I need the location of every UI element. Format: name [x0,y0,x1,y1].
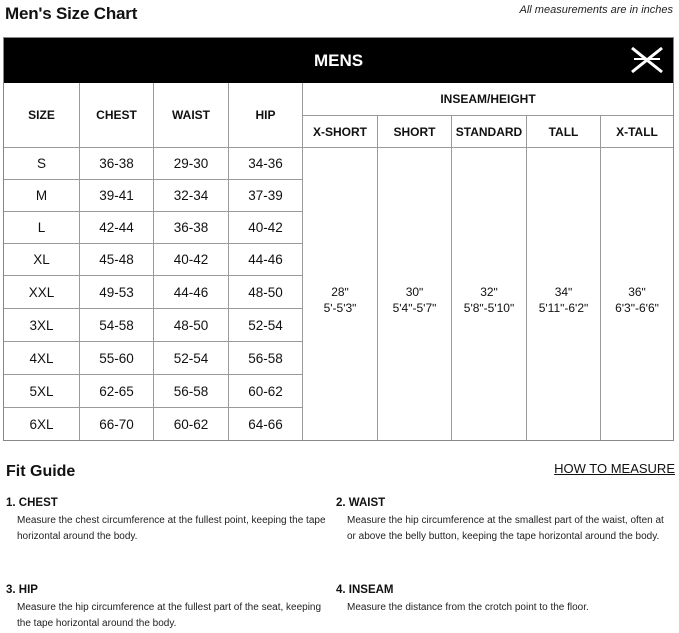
header-chest: CHEST [96,108,137,122]
waist-cell: 60-62 [173,416,209,432]
guide-heading: 4. INSEAM [336,584,394,596]
waist-cell: 44-46 [173,284,209,300]
guide-chest [6,497,336,545]
header-inseam-height: INSEAM/HEIGHT [440,92,536,106]
guide-heading: 1. CHEST [6,497,58,509]
guide-heading: 2. WAIST [336,497,386,509]
hip-cell: 56-58 [248,350,283,366]
chest-cell: 36-38 [99,156,134,171]
size-cell: 3XL [29,317,54,333]
size-cell: S [36,156,46,171]
page-title: Men's Size Chart [5,4,138,23]
size-cell: XXL [28,284,55,300]
waist-cell: 52-54 [173,350,209,366]
inseam-value: 32ʺ [480,285,498,299]
hip-cell: 44-46 [248,252,283,267]
size-chart-table [3,37,674,441]
hip-cell: 60-62 [248,383,283,399]
chest-cell: 55-60 [99,350,134,366]
hip-cell: 64-66 [248,416,283,432]
inseam-short [378,160,451,440]
header-waist: WAIST [172,108,210,122]
units-note: All measurements are in inches [519,4,673,16]
hip-cell: 37-39 [248,188,283,203]
chest-cell: 49-53 [99,284,134,300]
waist-cell: 40-42 [173,252,209,267]
header-x-short: X-SHORT [313,124,367,139]
chest-cell: 39-41 [99,188,134,203]
hip-cell: 52-54 [248,317,283,333]
hip-cell: 40-42 [248,220,283,235]
fit-guide-title: Fit Guide [6,463,76,480]
waist-cell: 36-38 [173,220,209,235]
chart-banner [4,38,673,83]
size-cell: M [35,188,48,203]
inseam-value: 34ʺ [554,285,573,299]
guide-hip [6,584,336,632]
chest-cell: 45-48 [99,252,134,267]
header-x-tall: X-TALL [616,124,658,139]
size-cell: 4XL [29,350,54,366]
inseam-x-short [303,160,377,440]
size-cell: 6XL [29,416,54,432]
header-standard: STANDARD [455,124,523,139]
guide-text: Measure the distance from the crotch point to the floor. [347,602,589,613]
guide-text: Measure the chest circumference at the fullest point, keeping the tape horizontal around the body. [17,515,326,542]
header-tall: TALL [548,124,579,139]
size-cell: L [37,220,46,235]
inseam-value: 36ʺ [628,285,646,299]
height-range: 5ʹ8ʺ-5ʹ10ʺ [463,301,515,315]
chest-cell: 54-58 [99,317,134,333]
guide-heading: 3. HIP [6,584,38,596]
how-to-measure-link[interactable]: HOW TO MEASURE [554,461,675,476]
height-range: 5ʹ4ʺ-5ʹ7ʺ [392,301,437,315]
chest-cell: 42-44 [99,220,134,235]
x-brand-logo-icon [631,46,663,74]
hip-cell: 34-36 [248,156,283,171]
guide-waist [336,497,666,545]
guide-inseam [336,584,666,616]
waist-cell: 56-58 [173,383,209,399]
banner-title: MENS [313,51,364,70]
waist-cell: 48-50 [173,317,209,333]
inseam-value: 28ʺ [331,285,349,299]
hip-cell: 48-50 [248,284,283,300]
chest-cell: 66-70 [99,416,134,432]
height-range: 6ʹ3ʺ-6ʹ6ʺ [615,301,659,315]
inseam-x-tall [601,160,673,440]
inseam-value: 30ʺ [405,285,424,299]
size-cell: 5XL [29,383,54,399]
chest-cell: 62-65 [99,383,134,399]
guide-text: Measure the hip circumference at the fullest part of the seat, keeping the tape horizontal around the body. [17,602,322,629]
size-cell: XL [33,252,50,267]
header-short: SHORT [393,124,436,139]
header-size: SIZE [28,108,55,122]
guide-text: Measure the hip circumference at the smallest part of the waist, often at or above the belly button, keeping the tape horizontal around the body. [347,515,664,542]
inseam-standard [452,160,526,440]
height-range: 5ʹ-5ʹ3ʺ [323,301,357,315]
inseam-tall [527,160,600,440]
waist-cell: 29-30 [173,156,209,171]
header-hip: HIP [255,108,276,122]
waist-cell: 32-34 [173,188,209,203]
height-range: 5ʹ11ʺ-6ʹ2ʺ [538,301,589,315]
